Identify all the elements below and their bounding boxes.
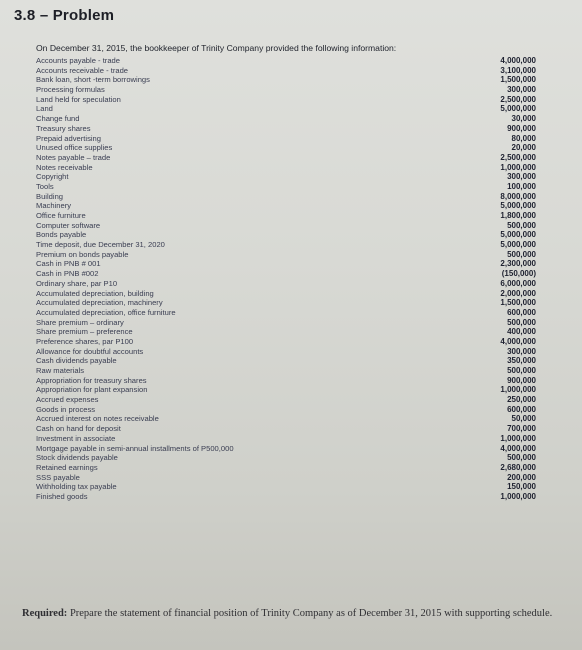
account-label: Accrued interest on notes receivable bbox=[36, 414, 159, 424]
account-amount: 500,000 bbox=[507, 249, 536, 259]
required-label: Required: bbox=[22, 608, 68, 619]
account-label: Cash in PNB #002 bbox=[36, 269, 99, 279]
account-list bbox=[36, 56, 536, 502]
account-amount: 5,000,000 bbox=[500, 104, 536, 114]
account-amount: 4,000,000 bbox=[500, 336, 536, 346]
account-label: Copyright bbox=[36, 172, 69, 182]
account-row bbox=[36, 66, 536, 76]
account-row bbox=[36, 134, 536, 144]
account-amount: 8,000,000 bbox=[500, 191, 536, 201]
account-label: SSS payable bbox=[36, 472, 80, 482]
account-label: Stock dividends payable bbox=[36, 453, 118, 463]
account-amount: 900,000 bbox=[507, 123, 536, 133]
account-row bbox=[36, 104, 536, 114]
account-row bbox=[36, 85, 536, 95]
account-label: Share premium – ordinary bbox=[36, 317, 124, 327]
account-row bbox=[36, 337, 536, 347]
intro-text: On December 31, 2015, the bookkeeper of Trinity Company provided the following information: bbox=[36, 43, 397, 53]
account-label: Prepaid advertising bbox=[36, 133, 102, 143]
account-label: Building bbox=[36, 191, 64, 201]
account-amount: 5,000,000 bbox=[500, 201, 536, 211]
account-row bbox=[36, 114, 536, 124]
account-amount: 500,000 bbox=[507, 317, 536, 327]
account-row bbox=[36, 376, 536, 386]
account-amount: 300,000 bbox=[507, 172, 536, 182]
account-label: Bank loan, short -term borrowings bbox=[36, 75, 150, 85]
account-label: Computer software bbox=[36, 220, 101, 230]
account-row bbox=[36, 172, 536, 182]
account-label: Office furniture bbox=[36, 211, 86, 220]
account-label: Treasury shares bbox=[36, 123, 91, 133]
required-instruction bbox=[22, 607, 562, 621]
account-amount: 1,000,000 bbox=[500, 491, 536, 501]
account-amount: 700,000 bbox=[507, 424, 536, 434]
account-amount: 1,500,000 bbox=[500, 298, 536, 308]
account-amount: 5,000,000 bbox=[500, 230, 536, 240]
account-label: Accumulated depreciation, building bbox=[36, 288, 154, 298]
account-row bbox=[36, 211, 536, 221]
account-label: Appropriation for treasury shares bbox=[36, 375, 147, 385]
account-row bbox=[36, 463, 536, 473]
account-label: Time deposit, due December 31, 2020 bbox=[36, 240, 165, 250]
account-label: Cash on hand for deposit bbox=[36, 424, 121, 434]
account-row bbox=[36, 75, 536, 85]
account-amount: 500,000 bbox=[507, 366, 536, 375]
account-label: Accumulated depreciation, machinery bbox=[36, 298, 163, 308]
account-amount: 150,000 bbox=[507, 482, 536, 492]
account-amount: 2,500,000 bbox=[500, 152, 536, 162]
account-row bbox=[36, 385, 536, 395]
account-row bbox=[36, 414, 536, 424]
required-text: Prepare the statement of financial position of Trinity Company as of December 31, 2015 with supporting schedule. bbox=[69, 608, 553, 619]
account-label: Notes payable – trade bbox=[36, 152, 111, 162]
account-label: Preference shares, par P100 bbox=[36, 336, 134, 346]
account-label: Finished goods bbox=[36, 491, 88, 501]
account-row bbox=[36, 308, 536, 318]
account-row bbox=[36, 298, 536, 308]
account-amount: 600,000 bbox=[507, 404, 536, 414]
account-row bbox=[36, 356, 536, 366]
account-label: Tools bbox=[36, 181, 54, 191]
account-row bbox=[36, 230, 536, 240]
account-label: Ordinary share, par P10 bbox=[36, 278, 118, 288]
account-amount: 300,000 bbox=[507, 85, 536, 95]
account-row bbox=[36, 289, 536, 299]
account-row bbox=[36, 453, 536, 463]
account-label: Goods in process bbox=[36, 404, 96, 414]
account-label: Land held for speculation bbox=[36, 94, 121, 104]
account-amount: 50,000 bbox=[511, 414, 536, 424]
account-amount: 20,000 bbox=[511, 143, 536, 153]
account-amount: 4,000,000 bbox=[500, 56, 536, 65]
account-row bbox=[36, 279, 536, 289]
account-amount: 2,000,000 bbox=[500, 288, 536, 298]
account-amount: 100,000 bbox=[507, 181, 536, 191]
account-row bbox=[36, 56, 536, 66]
account-row bbox=[36, 259, 536, 269]
account-row bbox=[36, 143, 536, 153]
account-row bbox=[36, 434, 536, 444]
account-label: Raw materials bbox=[36, 366, 85, 375]
account-label: Allowance for doubtful accounts bbox=[36, 346, 144, 356]
account-amount: 350,000 bbox=[507, 356, 536, 366]
account-amount: 1,800,000 bbox=[500, 211, 536, 220]
account-amount: 1,000,000 bbox=[500, 433, 536, 443]
account-amount: 30,000 bbox=[511, 114, 536, 124]
account-label: Accounts receivable - trade bbox=[36, 65, 129, 75]
account-amount: 200,000 bbox=[507, 472, 536, 482]
account-label: Accrued expenses bbox=[36, 395, 99, 405]
account-label: Notes receivable bbox=[36, 162, 93, 172]
account-label: Bonds payable bbox=[36, 230, 87, 240]
account-row bbox=[36, 182, 536, 192]
account-row bbox=[36, 250, 536, 260]
account-amount: 80,000 bbox=[511, 133, 536, 143]
account-label: Machinery bbox=[36, 201, 72, 211]
account-row bbox=[36, 492, 536, 502]
account-row bbox=[36, 444, 536, 454]
account-amount: 400,000 bbox=[507, 327, 536, 337]
account-label: Cash dividends payable bbox=[36, 356, 117, 366]
account-amount: 5,000,000 bbox=[500, 240, 536, 250]
account-row bbox=[36, 327, 536, 337]
account-row bbox=[36, 424, 536, 434]
account-label: Cash in PNB # 001 bbox=[36, 259, 101, 269]
account-row bbox=[36, 318, 536, 328]
account-label: Land bbox=[36, 104, 53, 114]
account-row bbox=[36, 482, 536, 492]
account-row bbox=[36, 395, 536, 405]
account-label: Accounts payable - trade bbox=[36, 56, 121, 65]
account-row bbox=[36, 240, 536, 250]
account-amount: 900,000 bbox=[507, 375, 536, 385]
account-amount: 2,680,000 bbox=[500, 462, 536, 472]
account-label: Accumulated depreciation, office furniture bbox=[36, 307, 176, 317]
account-row bbox=[36, 473, 536, 483]
account-label: Processing formulas bbox=[36, 85, 105, 95]
account-amount: 250,000 bbox=[507, 395, 536, 405]
account-row bbox=[36, 95, 536, 105]
account-amount: (150,000) bbox=[501, 269, 536, 279]
account-label: Appropriation for plant expansion bbox=[36, 385, 148, 395]
account-row bbox=[36, 201, 536, 211]
account-label: Mortgage payable in semi-annual installments of P500,000 bbox=[36, 443, 234, 453]
account-amount: 6,000,000 bbox=[500, 278, 536, 288]
account-amount: 3,100,000 bbox=[500, 65, 536, 75]
account-amount: 300,000 bbox=[507, 346, 536, 356]
account-label: Unused office supplies bbox=[36, 143, 113, 153]
account-amount: 2,300,000 bbox=[500, 259, 536, 269]
account-row bbox=[36, 366, 536, 376]
account-label: Retained earnings bbox=[36, 462, 98, 472]
account-row bbox=[36, 124, 536, 134]
account-amount: 500,000 bbox=[507, 220, 536, 230]
account-label: Premium on bonds payable bbox=[36, 249, 129, 259]
account-row bbox=[36, 269, 536, 279]
account-amount: 4,000,000 bbox=[500, 443, 536, 453]
account-label: Investment in associate bbox=[36, 433, 116, 443]
account-row bbox=[36, 405, 536, 415]
account-amount: 600,000 bbox=[507, 307, 536, 317]
account-row bbox=[36, 163, 536, 173]
account-row bbox=[36, 347, 536, 357]
account-label: Change fund bbox=[36, 114, 80, 124]
account-amount: 500,000 bbox=[507, 453, 536, 463]
account-label: Withholding tax payable bbox=[36, 482, 117, 492]
account-amount: 2,500,000 bbox=[500, 94, 536, 104]
problem-title: 3.8 – Problem bbox=[14, 7, 115, 24]
account-row bbox=[36, 192, 536, 202]
account-amount: 1,500,000 bbox=[500, 75, 536, 85]
account-row bbox=[36, 153, 536, 163]
account-label: Share premium – preference bbox=[36, 327, 133, 337]
account-amount: 1,000,000 bbox=[500, 162, 536, 172]
account-row bbox=[36, 221, 536, 231]
account-amount: 1,000,000 bbox=[500, 385, 536, 395]
